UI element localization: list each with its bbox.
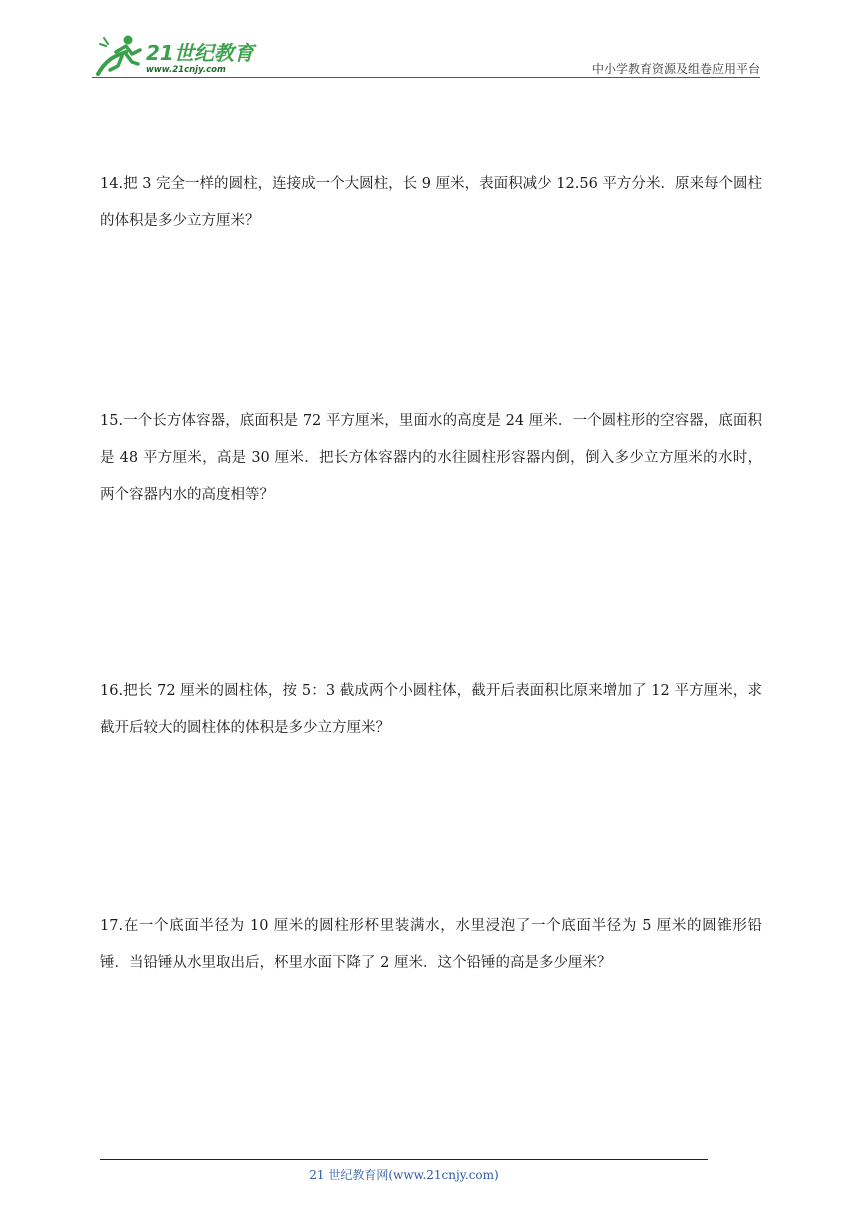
question-text: 一个长方体容器，底面积是 72 平方厘米，里面水的高度是 24 厘米．一个圆柱形的空容器，底面积是 48 平方厘米，高是 30 厘米．把长方体容器内的水往圆柱形容器内倒，倒入多少立方厘米的水时，两个容器内水的高度相等？ (100, 413, 762, 503)
page-header (92, 30, 760, 78)
question-number: 16. (100, 683, 124, 699)
question-text: 把 3 完全一样的圆柱，连接成一个大圆柱，长 9 厘米，表面积减少 12.56 平方分米．原来每个圆柱的体积是多少立方厘米？ (100, 176, 762, 229)
question-text: 把长 72 厘米的圆柱体，按 5：3 截成两个小圆柱体，截开后表面积比原来增加了 12 平方厘米，求截开后较大的圆柱体的体积是多少立方厘米？ (100, 683, 762, 736)
question-17 (100, 908, 762, 982)
question-15 (100, 403, 762, 514)
logo-url: www.21cnjy.com (146, 65, 226, 75)
question-14 (100, 166, 762, 240)
runner-icon (98, 36, 140, 75)
question-number: 15. (100, 413, 124, 429)
logo-text: 21世纪教育 (146, 41, 254, 65)
question-16 (100, 673, 762, 747)
header-divider (92, 77, 760, 78)
footer-divider (100, 1159, 708, 1160)
question-text: 在一个底面半径为 10 厘米的圆柱形杯里装满水，水里浸泡了一个底面半径为 5 厘米的圆锥形铅锤．当铅锤从水里取出后，杯里水面下降了 2 厘米．这个铅锤的高是多少厘米？ (100, 918, 762, 971)
footer-link[interactable]: 21 世纪教育网(www.21cnjy.com) (309, 1168, 499, 1182)
question-number: 17. (100, 918, 124, 934)
question-number: 14. (100, 176, 124, 192)
header-slogan: 中小学教育资源及组卷应用平台 (591, 62, 760, 76)
site-logo (92, 30, 292, 78)
